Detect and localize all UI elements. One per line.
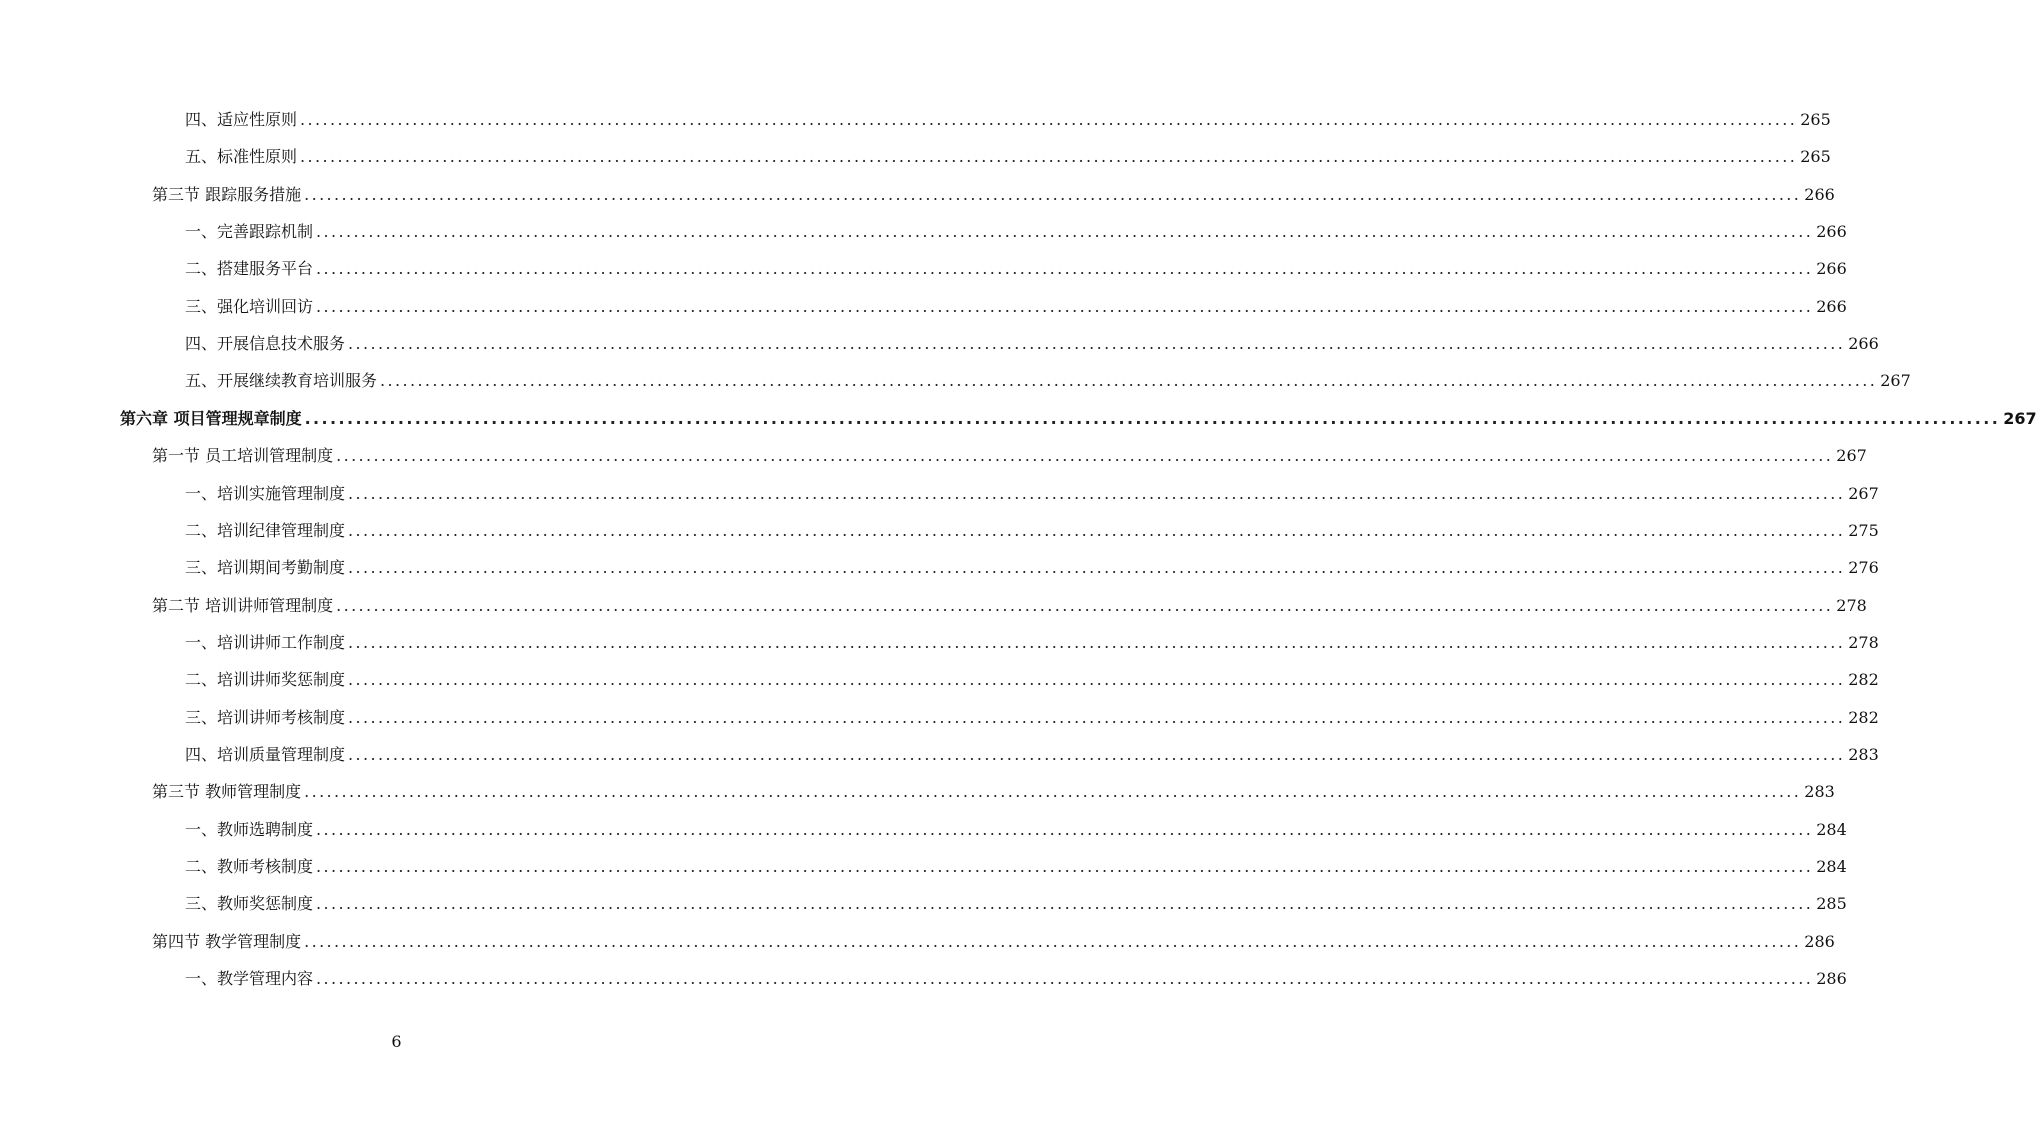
toc-page-number: 285 bbox=[1816, 894, 1847, 913]
toc-entry-title: 一、培训讲师工作制度 bbox=[185, 633, 346, 652]
toc-page-number: 266 bbox=[1816, 222, 1847, 241]
toc-page-number: 267 bbox=[1848, 484, 1879, 503]
toc-entry-title: 一、完善跟踪机制 bbox=[185, 222, 314, 241]
toc-entry-title: 第三节 跟踪服务措施 bbox=[152, 185, 302, 204]
toc-entry-title: 第三节 教师管理制度 bbox=[152, 782, 302, 801]
toc-item-row bbox=[185, 633, 1879, 653]
toc-dot-leader: ........................................................................................................................................................................................................ bbox=[316, 894, 1814, 913]
toc-dot-leader: ........................................................................................................................................................................................................ bbox=[304, 782, 1802, 801]
toc-entry-title: 三、培训期间考勤制度 bbox=[185, 558, 346, 577]
toc-item-row bbox=[185, 521, 1879, 541]
toc-item-row bbox=[185, 708, 1879, 728]
toc-entry-title: 第六章 项目管理规章制度 bbox=[120, 409, 302, 428]
toc-page-number: 284 bbox=[1816, 857, 1847, 876]
toc-item-row bbox=[185, 147, 1831, 167]
toc-entry-title: 第一节 员工培训管理制度 bbox=[152, 446, 334, 465]
toc-page-number: 283 bbox=[1804, 782, 1835, 801]
toc-page-number: 275 bbox=[1848, 521, 1879, 540]
toc-dot-leader: ........................................................................................................................................................................................................ bbox=[316, 969, 1814, 988]
toc-item-row bbox=[185, 894, 1847, 914]
toc-page-number: 267 bbox=[2003, 409, 2037, 428]
toc-chapter-row bbox=[120, 409, 2037, 429]
toc-item-row bbox=[185, 484, 1879, 504]
page-number: 6 bbox=[391, 1032, 402, 1051]
toc-entry-title: 二、搭建服务平台 bbox=[185, 259, 314, 278]
toc-dot-leader: ........................................................................................................................................................................................................ bbox=[336, 446, 1834, 465]
toc-dot-leader: ........................................................................................................................................................................................................ bbox=[348, 745, 1846, 764]
toc-entry-title: 四、培训质量管理制度 bbox=[185, 745, 346, 764]
toc-item-row bbox=[185, 670, 1879, 690]
toc-item-row bbox=[185, 969, 1847, 989]
toc-dot-leader: ........................................................................................................................................................................................................ bbox=[348, 521, 1846, 540]
toc-page-number: 267 bbox=[1880, 371, 1911, 390]
toc-item-row bbox=[185, 297, 1847, 317]
toc-dot-leader: ........................................................................................................................................................................................................ bbox=[348, 633, 1846, 652]
toc-entry-title: 三、培训讲师考核制度 bbox=[185, 708, 346, 727]
toc-page-number: 286 bbox=[1804, 932, 1835, 951]
toc-entry-title: 五、开展继续教育培训服务 bbox=[185, 371, 378, 390]
toc-item-row bbox=[185, 857, 1847, 877]
toc-section-row bbox=[152, 596, 1867, 616]
toc-page-number: 286 bbox=[1816, 969, 1847, 988]
toc-entry-title: 四、开展信息技术服务 bbox=[185, 334, 346, 353]
toc-entry-title: 三、教师奖惩制度 bbox=[185, 894, 314, 913]
toc-dot-leader: ........................................................................................................................................................................................................ bbox=[316, 297, 1814, 316]
toc-dot-leader: ........................................................................................................................................................................................................ bbox=[304, 932, 1802, 951]
toc-dot-leader: ........................................................................................................................................................................................................ bbox=[316, 259, 1814, 278]
toc-page-number: 282 bbox=[1848, 670, 1879, 689]
toc-dot-leader: ........................................................................................................................................................................................................ bbox=[304, 409, 2001, 428]
toc-entry-title: 三、强化培训回访 bbox=[185, 297, 314, 316]
toc-item-row bbox=[185, 259, 1847, 279]
toc-item-row bbox=[185, 820, 1847, 840]
toc-page-number: 265 bbox=[1800, 147, 1831, 166]
toc-page-number: 265 bbox=[1800, 110, 1831, 129]
toc-dot-leader: ........................................................................................................................................................................................................ bbox=[348, 558, 1846, 577]
toc-item-row bbox=[185, 558, 1879, 578]
toc-entry-title: 四、适应性原则 bbox=[185, 110, 298, 129]
toc-page-number: 266 bbox=[1816, 297, 1847, 316]
toc-entry-title: 一、培训实施管理制度 bbox=[185, 484, 346, 503]
toc-page-number: 278 bbox=[1836, 596, 1867, 615]
toc-dot-leader: ........................................................................................................................................................................................................ bbox=[348, 708, 1846, 727]
toc-section-row bbox=[152, 185, 1835, 205]
toc-dot-leader: ........................................................................................................................................................................................................ bbox=[316, 222, 1814, 241]
toc-page-number: 266 bbox=[1816, 259, 1847, 278]
toc-page-number: 284 bbox=[1816, 820, 1847, 839]
toc-page-number: 267 bbox=[1836, 446, 1867, 465]
toc-entry-title: 二、培训纪律管理制度 bbox=[185, 521, 346, 540]
toc-item-row bbox=[185, 745, 1879, 765]
toc-entry-title: 第二节 培训讲师管理制度 bbox=[152, 596, 334, 615]
toc-entry-title: 五、标准性原则 bbox=[185, 147, 298, 166]
toc-dot-leader: ........................................................................................................................................................................................................ bbox=[348, 334, 1846, 353]
toc-entry-title: 二、教师考核制度 bbox=[185, 857, 314, 876]
toc-page-number: 283 bbox=[1848, 745, 1879, 764]
toc-dot-leader: ........................................................................................................................................................................................................ bbox=[304, 185, 1802, 204]
toc-dot-leader: ........................................................................................................................................................................................................ bbox=[348, 670, 1846, 689]
toc-dot-leader: ........................................................................................................................................................................................................ bbox=[380, 371, 1878, 390]
toc-dot-leader: ........................................................................................................................................................................................................ bbox=[316, 857, 1814, 876]
toc-section-row bbox=[152, 782, 1835, 802]
toc-entry-title: 二、培训讲师奖惩制度 bbox=[185, 670, 346, 689]
toc-page-number: 278 bbox=[1848, 633, 1879, 652]
toc-section-row bbox=[152, 446, 1867, 466]
toc-dot-leader: ........................................................................................................................................................................................................ bbox=[300, 110, 1798, 129]
toc-item-row bbox=[185, 371, 1911, 391]
toc-entry-title: 一、教学管理内容 bbox=[185, 969, 314, 988]
toc-dot-leader: ........................................................................................................................................................................................................ bbox=[348, 484, 1846, 503]
toc-page-number: 282 bbox=[1848, 708, 1879, 727]
toc-entry-title: 一、教师选聘制度 bbox=[185, 820, 314, 839]
toc-dot-leader: ........................................................................................................................................................................................................ bbox=[316, 820, 1814, 839]
toc-item-row bbox=[185, 222, 1847, 242]
toc-page-number: 276 bbox=[1848, 558, 1879, 577]
toc-page-number: 266 bbox=[1848, 334, 1879, 353]
toc-dot-leader: ........................................................................................................................................................................................................ bbox=[300, 147, 1798, 166]
toc-item-row bbox=[185, 110, 1831, 130]
toc-entry-title: 第四节 教学管理制度 bbox=[152, 932, 302, 951]
toc-item-row bbox=[185, 334, 1879, 354]
toc-section-row bbox=[152, 932, 1835, 952]
toc-dot-leader: ........................................................................................................................................................................................................ bbox=[336, 596, 1834, 615]
toc-page-number: 266 bbox=[1804, 185, 1835, 204]
